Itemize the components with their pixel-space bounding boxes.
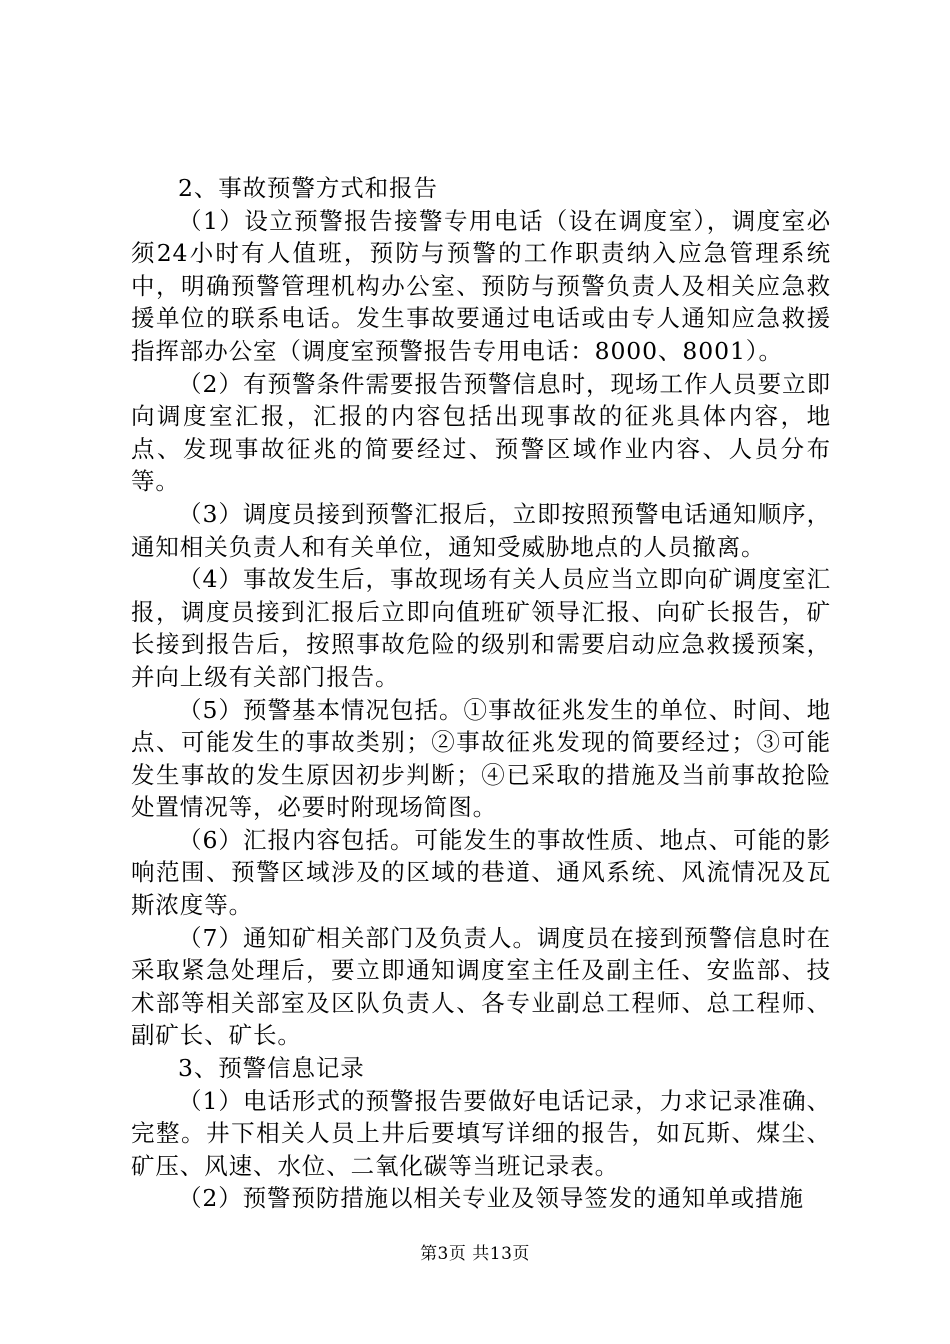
paragraph-item-5: （5）预警基本情况包括。①事故征兆发生的单位、时间、地点、可能发生的事故类别；②事故征兆发现的简要经过；③可能发生事故的发生原因初步判断；④已采取的措施及当前事故抢险处置情况等，必要时附现场简图。 [131, 695, 831, 822]
paragraph-item-2: （2）有预警条件需要报告预警信息时，现场工作人员要立即向调度室汇报，汇报的内容包括出现事故的征兆具体内容，地点、发现事故征兆的简要经过、预警区域作业内容、人员分布等。 [131, 369, 831, 496]
paragraph-record-1: （1）电话形式的预警报告要做好电话记录，力求记录准确、完整。井下相关人员上井后要填写详细的报告，如瓦斯、煤尘、矿压、风速、水位、二氧化碳等当班记录表。 [131, 1086, 831, 1180]
paragraph-item-4: （4）事故发生后，事故现场有关人员应当立即向矿调度室汇报，调度员接到汇报后立即向值班矿领导汇报、向矿长报告，矿长接到报告后，按照事故危险的级别和需要启动应急救援预案，并向上级有关部门报告。 [131, 565, 831, 691]
paragraph-item-7: （7）通知矿相关部门及负责人。调度员在接到预警信息时在采取紧急处理后，要立即通知调度室主任及副主任、安监部、技术部等相关部室及区队负责人、各专业副总工程师、总工程师、副矿长、矿长。 [131, 923, 831, 1050]
paragraph-item-1: （1）设立预警报告接警专用电话（设在调度室），调度室必须24小时有人值班，预防与预警的工作职责纳入应急管理系统中，明确预警管理机构办公室、预防与预警负责人及相关应急救援单位的联系电话。发生事故要通过电话或由专人通知应急救援指挥部办公室（调度室预警报告专用电话：8000、8001）。 [131, 206, 831, 365]
paragraph-item-6: （6）汇报内容包括。可能发生的事故性质、地点、可能的影响范围、预警区域涉及的区域的巷道、通风系统、风流情况及瓦斯浓度等。 [131, 825, 831, 920]
page-footer: 第3页 共13页 [420, 1244, 530, 1264]
section-heading-warning-record: 3、预警信息记录 [178, 1054, 365, 1083]
paragraph-record-2: （2）预警预防措施以相关专业及领导签发的通知单或措施 [178, 1184, 804, 1213]
document-body [131, 172, 831, 1215]
section-heading-warning-method: 2、事故预警方式和报告 [178, 174, 438, 202]
paragraph-item-3: （3）调度员接到预警汇报后，立即按照预警电话通知顺序，通知相关负责人和有关单位，通知受威胁地点的人员撤离。 [131, 499, 831, 561]
